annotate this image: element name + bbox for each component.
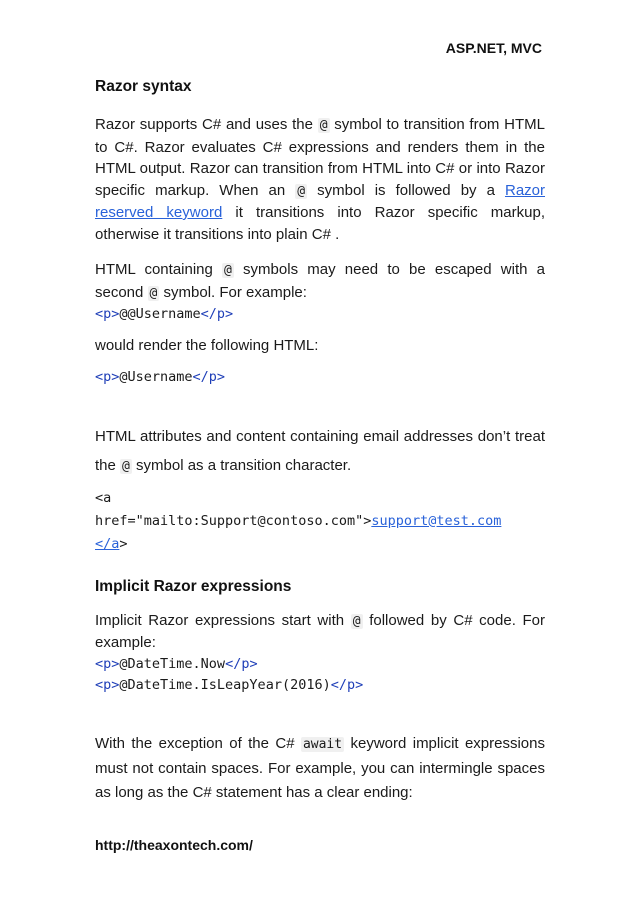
- paragraph-razor-intro: Razor supports C# and uses the @ symbol to transition from HTML to C#. Razor evaluates C# expressions and renders them in the HTML output. Razor can transition from HTML into C# or into Razor specific markup. When an @ symbol is followed by a Razor reserved keyword it transitions into Razor specific markup, otherwise it transitions into plain C# .: [95, 116, 545, 243]
- content-area: [95, 78, 545, 805]
- paragraph-implicit-intro: Implicit Razor expressions start with @ followed by C# code. For example:: [95, 611, 545, 651]
- code-rendered-username: <p>@Username</p>: [95, 368, 226, 385]
- razor-reserved-keyword-link[interactable]: Razor reserved keyword: [95, 181, 545, 221]
- inline-code-at: @: [319, 118, 328, 133]
- inline-code-at: @: [224, 263, 232, 278]
- paragraph-await-exception: With the exception of the C# await keyword implicit expressions must not contain spaces. For example, you can intermingle spaces as long as the C# statement has a clear ending:: [95, 734, 545, 801]
- inline-code-await: await: [302, 736, 343, 752]
- code-escaped-username: <p>@@Username</p>: [95, 306, 234, 322]
- code-datetime-leapyear: <p>@DateTime.IsLeapYear(2016)</p>: [95, 676, 364, 693]
- paragraph-email-addresses: HTML attributes and content containing email addresses don’t treat the @ symbol as a transition character.: [95, 427, 545, 474]
- inline-code-at: @: [149, 285, 158, 301]
- code-datetime-now: <p>@DateTime.Now</p>: [95, 655, 258, 672]
- inline-code-at: @: [352, 613, 361, 629]
- code-mailto-anchor: <a href="mailto:Support@contoso.com">support@test.com </a>: [95, 489, 502, 552]
- page-header: ASP.NET, MVC: [445, 40, 542, 56]
- inline-code-at: @: [122, 458, 130, 474]
- support-email-link[interactable]: support@test.com: [371, 512, 502, 529]
- paragraph-would-render: would render the following HTML:: [95, 337, 319, 354]
- footer-url: http://theaxontech.com/: [95, 837, 253, 853]
- inline-code-at: @: [297, 183, 306, 199]
- section-heading-implicit-razor: Implicit Razor expressions: [95, 577, 292, 595]
- section-heading-razor-syntax: Razor syntax: [95, 78, 192, 95]
- paragraph-escape-at: HTML containing @ symbols may need to be escaped with a second @ symbol. For example:: [95, 261, 546, 301]
